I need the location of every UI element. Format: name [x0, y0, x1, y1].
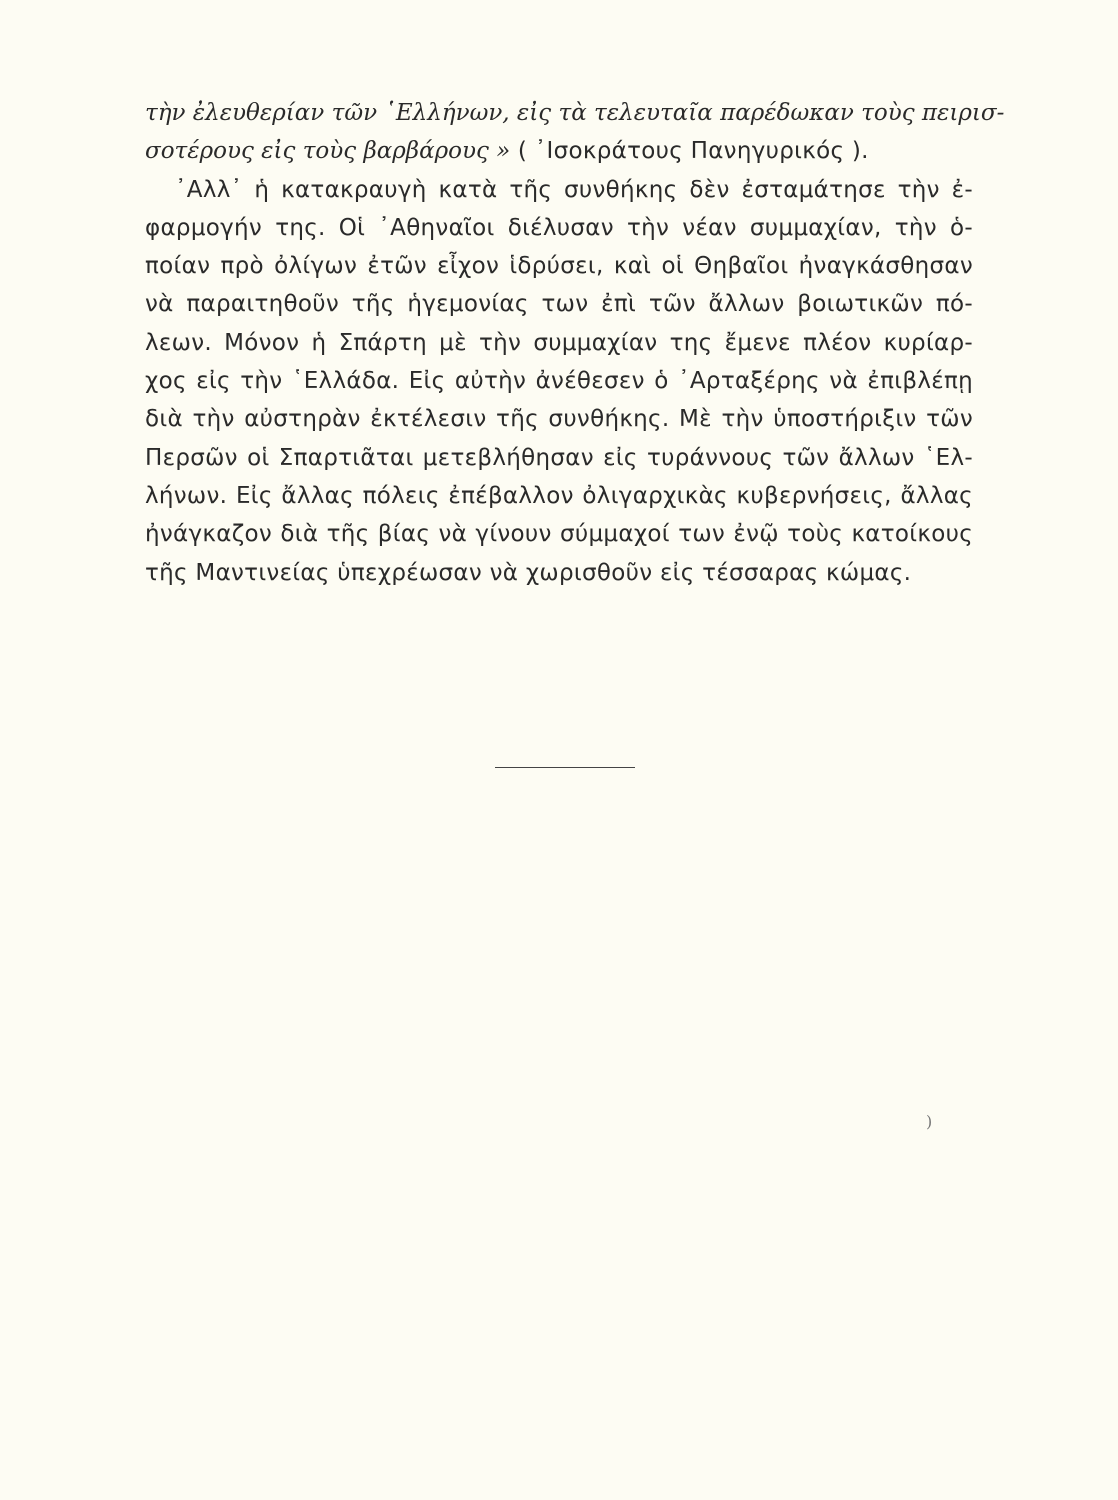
text-line: [145, 515, 973, 553]
text-line: [145, 477, 973, 515]
text-run: χος εἰς τὴν ῾Ελλάδα. Εἰς αὐτὴν ἀνέθεσεν ὁ ᾿Αρταξέρης νὰ ἐπιβλέπῃ: [145, 368, 973, 395]
text-run: νὰ παραιτηθοῦν τῆς ἡγεμονίας των ἐπὶ τῶν ἄλλων βοιωτικῶν πό-: [145, 291, 973, 318]
text-run: τῆς Μαντινείας ὑπεχρέωσαν νὰ χωρισθοῦν εἰς τέσσαρας κώμας.: [145, 559, 912, 586]
text-line: [145, 324, 973, 362]
text-line: [145, 209, 973, 247]
text-line: [145, 94, 1005, 132]
text-line: [145, 285, 973, 323]
text-run: σοτέρους εἰς τοὺς βαρβάρους »: [145, 138, 511, 165]
text-line: [145, 171, 973, 209]
text-run: τὴν ἐλευθερίαν τῶν ῾Ελλήνων, εἰς τὰ τελευταῖα παρέδωκαν τοὺς πειρισ-: [145, 100, 1005, 126]
text-run: λήνων. Εἰς ἄλλας πόλεις ἐπέβαλλον ὀλιγαρχικὰς κυβερνήσεις, ἄλλας: [145, 482, 973, 509]
text-run: λεων. Μόνον ἡ Σπάρτη μὲ τὴν συμμαχίαν της ἔμενε πλέον κυρίαρ-: [145, 329, 973, 356]
text-run: Περσῶν οἱ Σπαρτιᾶται μετεβλήθησαν εἰς τυράννους τῶν ἄλλων ῾Ελ-: [145, 444, 973, 471]
text-run: ἠνάγκαζον διὰ τῆς βίας νὰ γίνουν σύμμαχοί των ἐνῷ τοὺς κατοίκους: [145, 521, 973, 548]
text-line: [145, 400, 973, 438]
text-run: ( ᾿Ισοκράτους Πανηγυρικός ).: [510, 138, 869, 165]
text-line: [145, 554, 973, 592]
text-line: [145, 247, 973, 285]
text-run: διὰ τὴν αὐστηρὰν ἐκτέλεσιν τῆς συνθήκης. Μὲ τὴν ὑποστήριξιν τῶν: [145, 406, 973, 433]
margin-mark: ): [926, 1112, 933, 1131]
body-text: [145, 94, 1005, 592]
text-run: φαρμογήν της. Οἱ ᾿Αθηναῖοι διέλυσαν τὴν νέαν συμμαχίαν, τὴν ὁ-: [145, 214, 973, 241]
text-line: [145, 439, 973, 477]
section-rule: [495, 767, 635, 768]
text-run: ᾿Αλλ᾿ ἡ κατακραυγὴ κατὰ τῆς συνθήκης δὲν ἐσταμάτησε τὴν ἐ-: [175, 176, 973, 203]
text-line: [145, 362, 973, 400]
text-run: ποίαν πρὸ ὀλίγων ἐτῶν εἶχον ἱδρύσει, καὶ οἱ Θηβαῖοι ἠναγκάσθησαν: [145, 253, 973, 280]
text-line: [145, 132, 973, 170]
